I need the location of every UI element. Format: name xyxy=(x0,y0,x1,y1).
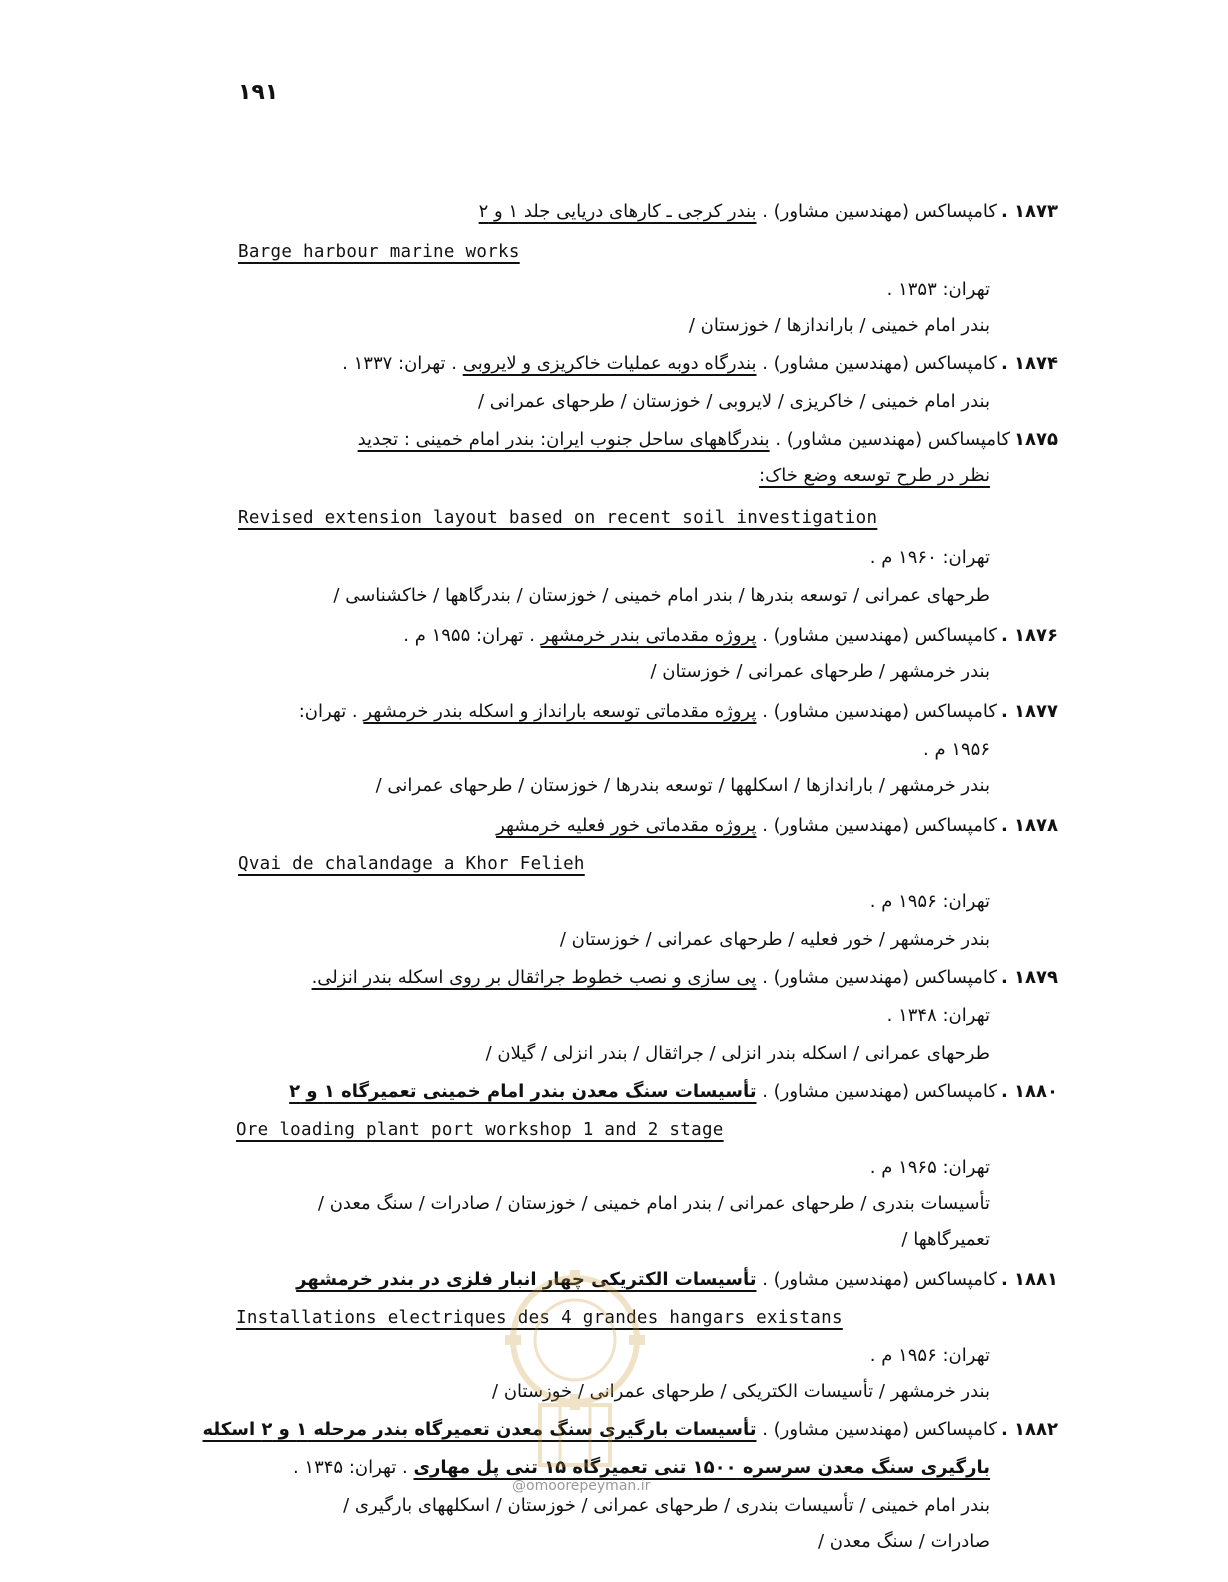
entry-1878-imprint: تهران: ۱۹۵۶ م . xyxy=(869,891,990,912)
entry-1875-english-title: Revised extension layout based on recent soil investigation xyxy=(238,508,878,528)
entry-1880-imprint: تهران: ۱۹۶۵ م . xyxy=(869,1157,990,1178)
entry-1879-subjects: طرحهای عمرانی / اسکله بندر انزلی / جراثقال / بندر انزلی / گیلان / xyxy=(485,1043,990,1064)
entry-1882-subjects-cont: صادرات / سنگ معدن / xyxy=(817,1531,990,1552)
entry-1882-title-cont: بارگیری سنگ معدن سرسره ۱۵۰۰ تنی تعمیرگاه ۱۵ تنی پل مهاری . تهران: ۱۳۴۵ . xyxy=(292,1457,990,1478)
entry-1874-line-1: ۱۸۷۴ .کامپساکس (مهندسین مشاور) . بندرگاه دوبه عملیات خاکریزی و لایروبی . تهران: ۱۳۳۷ . xyxy=(342,353,1058,374)
entry-1879-imprint: تهران: ۱۳۴۸ . xyxy=(886,1005,990,1026)
entry-1873-english-title: Barge harbour marine works xyxy=(238,242,520,262)
page-number: ۱۹۱ xyxy=(238,80,279,105)
entry-1880-english-title: Ore loading plant port workshop 1 and 2 stage xyxy=(236,1120,724,1140)
entry-1875-line-1: ۱۸۷۵کامپساکس (مهندسین مشاور) . بندرگاههای ساحل جنوب ایران: بندر امام خمینی : تجدید xyxy=(357,429,1058,450)
entry-1881-line-1: ۱۸۸۱ .کامپساکس (مهندسین مشاور) . تأسیسات الکتریکی چهار انبار فلزی در بندر خرمشهر xyxy=(296,1269,1058,1290)
entry-1881-subjects: بندر خرمشهر / تأسیسات الکتریکی / طرحهای عمرانی / خوزستان / xyxy=(492,1381,990,1402)
entry-1880-subjects: تأسیسات بندری / طرحهای عمرانی / بندر امام خمینی / خوزستان / صادرات / سنگ معدن / xyxy=(317,1193,990,1214)
entry-1881-english-title: Installations electriques des 4 grandes hangars existans xyxy=(236,1308,843,1328)
watermark-url: @omoorepeyman.ir xyxy=(512,1478,651,1494)
entry-1877-imprint: ۱۹۵۶ م . xyxy=(923,739,990,760)
entry-1878-line-1: ۱۸۷۸ .کامپساکس (مهندسین مشاور) . پروژه مقدماتی خور فعلیه خرمشهر xyxy=(496,815,1058,836)
entry-1878-subjects: بندر خرمشهر / خور فعلیه / طرحهای عمرانی / خوزستان / xyxy=(559,929,990,950)
entry-1874-subjects: بندر امام خمینی / خاکریزی / لایروبی / خوزستان / طرحهای عمرانی / xyxy=(478,391,990,412)
entry-1877-line-1: ۱۸۷۷ .کامپساکس (مهندسین مشاور) . پروژه مقدماتی توسعه بارانداز و اسکله بندر خرمشهر . تهران: xyxy=(298,701,1058,722)
entry-1877-subjects: بندر خرمشهر / باراندازها / اسکلهها / توسعه بندرها / خوزستان / طرحهای عمرانی / xyxy=(375,775,990,796)
entry-1881-imprint: تهران: ۱۹۵۶ م . xyxy=(869,1345,990,1366)
entry-1873-line-1: ۱۸۷۳ .کامپساکس (مهندسین مشاور) . بندر کرجی ـ کارهای دریایی جلد ۱ و ۲ xyxy=(478,201,1058,222)
entry-1875-subjects: طرحهای عمرانی / توسعه بندرها / بندر امام خمینی / خوزستان / بندرگاهها / خاکشناسی / xyxy=(333,585,990,606)
entry-1880-line-1: ۱۸۸۰ .کامپساکس (مهندسین مشاور) . تأسیسات سنگ معدن بندر امام خمینی تعمیرگاه ۱ و ۲ xyxy=(289,1081,1058,1102)
entry-1882-line-1: ۱۸۸۲ .کامپساکس (مهندسین مشاور) . تأسیسات بارگیری سنگ معدن تعمیرگاه بندر مرحله ۱ و ۲ اسکله xyxy=(202,1419,1058,1440)
entry-1880-subjects-cont: تعمیرگاهها / xyxy=(901,1229,990,1250)
entry-number: ۱۸۷۳ . xyxy=(1000,201,1058,222)
entry-1882-subjects: بندر امام خمینی / تأسیسات بندری / طرحهای عمرانی / خوزستان / اسکلههای بارگیری / xyxy=(343,1495,990,1516)
entry-1873-subjects: بندر امام خمینی / باراندازها / خوزستان / xyxy=(688,315,990,336)
entry-1878-english-title: Qvai de chalandage a Khor Felieh xyxy=(238,854,585,874)
entry-1876-line-1: ۱۸۷۶ .کامپساکس (مهندسین مشاور) . پروژه مقدماتی بندر خرمشهر . تهران: ۱۹۵۵ م . xyxy=(403,625,1058,646)
library-seal-watermark xyxy=(500,1265,650,1485)
entry-1875-imprint: تهران: ۱۹۶۰ م . xyxy=(869,547,990,568)
entry-1873-imprint: تهران: ۱۳۵۳ . xyxy=(886,279,990,300)
entry-1879-line-1: ۱۸۷۹ .کامپساکس (مهندسین مشاور) . پی سازی و نصب خطوط جراثقال بر روی اسکله بندر انزلی. xyxy=(311,967,1058,988)
entry-1876-subjects: بندر خرمشهر / طرحهای عمرانی / خوزستان / xyxy=(650,661,990,682)
entry-1875-title-cont: نظر در طرح توسعه وضع خاک: xyxy=(759,465,990,486)
